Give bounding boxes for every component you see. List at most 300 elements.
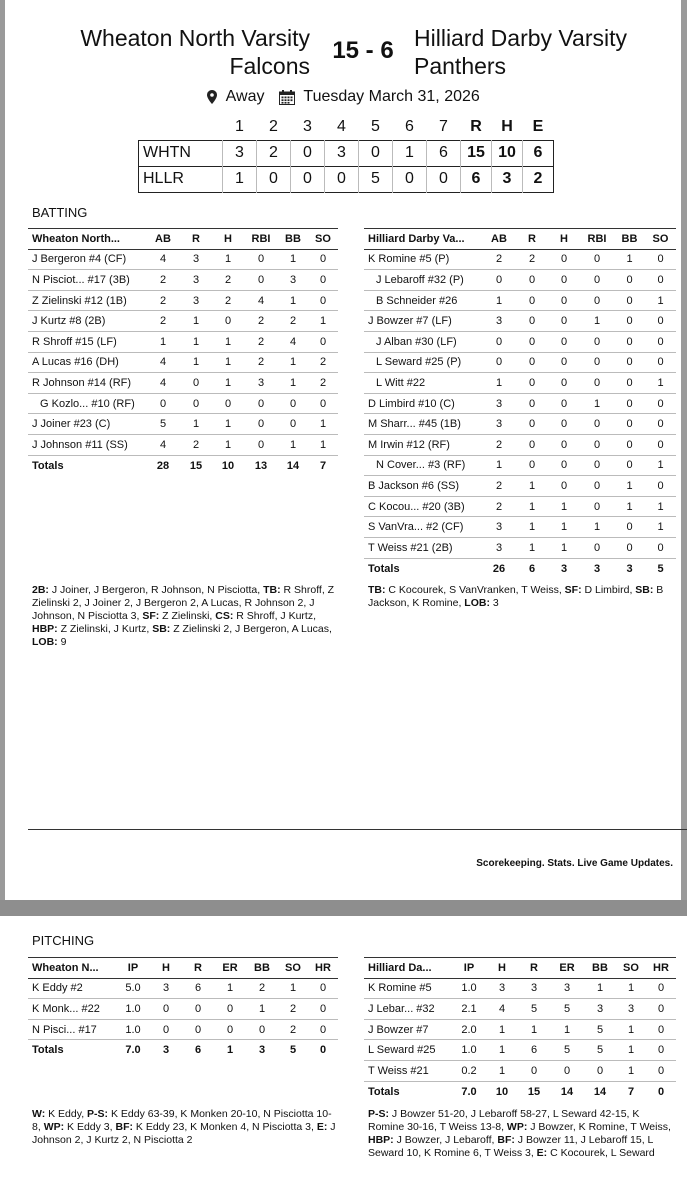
stat-cell: 0: [308, 331, 338, 352]
note-label: HBP:: [368, 1134, 394, 1146]
player-name: D Limbird #10 (C): [364, 393, 482, 414]
stat-cell: 1: [486, 1040, 518, 1061]
table-row: [364, 373, 676, 394]
game-location: Away: [225, 88, 265, 105]
stat-cell: 0: [646, 1019, 676, 1040]
stat-column-header: RBI: [244, 229, 278, 250]
stat-cell: 1: [212, 249, 244, 270]
stat-cell: 1: [616, 1040, 646, 1061]
stat-cell: 0: [580, 537, 614, 558]
stat-cell: 0: [548, 352, 580, 373]
stat-cell: 0: [580, 414, 614, 435]
stat-cell: 0: [548, 311, 580, 332]
stat-cell: 5: [146, 414, 180, 435]
linescore-inning-4: 3: [325, 140, 359, 166]
stat-cell: 1: [486, 1019, 518, 1040]
linescore-row: [139, 166, 554, 192]
stat-cell: 0: [308, 1019, 338, 1040]
player-name: J Lebaroff #32 (P): [364, 270, 482, 291]
totals-label: Totals: [368, 1085, 400, 1098]
stat-cell: 5: [584, 1019, 616, 1040]
player-name: G Kozlo... #10 (RF): [28, 393, 146, 414]
player-name: J Bowzer #7: [364, 1019, 452, 1040]
home-pitching-notes: [368, 1108, 673, 1160]
note-label: BF:: [497, 1134, 515, 1146]
table-row: [364, 290, 676, 311]
table-row: [364, 311, 676, 332]
player-name: M Sharr... #45 (1B): [364, 414, 482, 435]
stat-column-header: IP: [452, 958, 486, 979]
linescore-inning-6: 1: [393, 140, 427, 166]
stat-cell: 3: [180, 290, 212, 311]
note-label: WP:: [43, 1121, 65, 1133]
stat-cell: 0: [516, 290, 548, 311]
team-column-header: Hilliard Darby Va...: [364, 229, 482, 250]
linescore-hits: 10: [492, 140, 523, 166]
note-label: P-S:: [368, 1108, 389, 1120]
note-text: R Shroff, J Kurtz,: [233, 610, 317, 622]
table-row: [364, 270, 676, 291]
stat-cell: 3: [584, 999, 616, 1020]
stat-cell: 1: [486, 1060, 518, 1081]
linescore-runs: 6: [461, 166, 492, 192]
stat-cell: 0: [214, 999, 246, 1020]
note-label: E:: [536, 1147, 548, 1159]
stat-cell: 0: [645, 331, 676, 352]
totals-cell: 15: [189, 459, 203, 472]
stat-cell: 3: [482, 517, 516, 538]
stat-cell: 5: [550, 1040, 584, 1061]
linescore-inning-5: 5: [359, 166, 393, 192]
stat-column-header: SO: [616, 958, 646, 979]
totals-cell: 7: [319, 459, 327, 472]
note-label: 2B:: [32, 584, 49, 596]
stat-cell: 3: [616, 999, 646, 1020]
linescore-header-h: H: [501, 117, 513, 135]
stat-cell: 0: [614, 455, 645, 476]
linescore-team: WHTN: [139, 140, 223, 166]
player-name: L Seward #25 (P): [364, 352, 482, 373]
stat-cell: 1: [278, 373, 308, 394]
stat-cell: 1: [278, 978, 308, 999]
stat-cell: 0: [278, 393, 308, 414]
home-team-name: Hilliard Darby Varsity: [414, 25, 628, 51]
stat-cell: 2: [482, 434, 516, 455]
stat-cell: 0: [182, 1019, 214, 1040]
note-text: 3: [489, 597, 499, 609]
stat-cell: 0: [548, 393, 580, 414]
totals-cell: 28: [156, 459, 170, 472]
note-label: TB:: [368, 584, 386, 596]
table-row: [28, 1019, 338, 1040]
stat-column-header: R: [180, 229, 212, 250]
stat-cell: 0: [548, 434, 580, 455]
stat-cell: 1.0: [452, 978, 486, 999]
player-name: K Romine #5: [364, 978, 452, 999]
stat-cell: 0: [614, 290, 645, 311]
stat-cell: 2: [482, 496, 516, 517]
calendar-icon: [279, 90, 295, 105]
table-row: [364, 455, 676, 476]
home-batting-notes: [368, 584, 673, 610]
stat-cell: 3: [482, 393, 516, 414]
player-name: A Lucas #16 (DH): [28, 352, 146, 373]
home-batting-table: [364, 228, 676, 579]
stat-cell: 5: [584, 1040, 616, 1061]
table-row: [28, 373, 338, 394]
player-name: J Alban #30 (LF): [364, 331, 482, 352]
stat-cell: 1: [146, 331, 180, 352]
team-column-header: Wheaton N...: [28, 958, 116, 979]
note-text: J Bowzer 51-20, J Lebaroff 58-27, L Seward 42-15, K Romine 30-16, T Weiss 13-8,: [368, 1108, 640, 1133]
stat-column-header: BB: [584, 958, 616, 979]
stat-cell: 2: [278, 999, 308, 1020]
table-row: [28, 393, 338, 414]
linescore-errors: 6: [523, 140, 554, 166]
totals-cell: 14: [560, 1085, 574, 1098]
stat-column-header: SO: [278, 958, 308, 979]
player-name: L Seward #25: [364, 1040, 452, 1061]
linescore-corner: [139, 114, 223, 140]
player-name: T Weiss #21 (2B): [364, 537, 482, 558]
stat-cell: 1: [212, 373, 244, 394]
linescore-inning-7: 6: [427, 140, 461, 166]
stat-column-header: R: [182, 958, 214, 979]
stat-cell: 1: [616, 978, 646, 999]
stat-cell: 2: [308, 352, 338, 373]
page-edge-right: [681, 0, 687, 900]
player-name: Z Zielinski #12 (1B): [28, 290, 146, 311]
stat-cell: 1: [580, 517, 614, 538]
page-edge-left: [0, 0, 5, 900]
stat-cell: 1: [645, 496, 676, 517]
linescore-header-1: 1: [235, 117, 244, 135]
table-row: [364, 331, 676, 352]
totals-row: [28, 455, 338, 476]
note-label: P-S:: [87, 1108, 109, 1120]
stat-cell: 1: [614, 249, 645, 270]
note-text: J Bowzer, K Romine, T Weiss,: [527, 1121, 671, 1133]
stat-cell: 0: [482, 270, 516, 291]
stat-cell: 2: [482, 249, 516, 270]
stat-cell: 2: [244, 352, 278, 373]
stat-cell: 0: [645, 311, 676, 332]
table-row: [28, 414, 338, 435]
stat-cell: 0: [308, 978, 338, 999]
stat-cell: 6: [182, 978, 214, 999]
table-row: [364, 537, 676, 558]
stat-column-header: AB: [146, 229, 180, 250]
player-name: M Irwin #12 (RF): [364, 434, 482, 455]
stat-cell: 0: [244, 249, 278, 270]
linescore-row: [139, 140, 554, 166]
linescore-team: HLLR: [139, 166, 223, 192]
note-text: K Eddy,: [45, 1108, 88, 1120]
totals-cell: 3: [162, 1044, 170, 1057]
page-gap: [0, 900, 687, 916]
stat-cell: 3: [244, 373, 278, 394]
stat-cell: 0: [614, 517, 645, 538]
stat-cell: 0: [645, 393, 676, 414]
stat-cell: 1: [580, 311, 614, 332]
stat-cell: 1: [516, 476, 548, 497]
totals-cell: 14: [593, 1085, 607, 1098]
note-label: SB:: [635, 584, 654, 596]
player-name: J Kurtz #8 (2B): [28, 311, 146, 332]
player-name: R Shroff #15 (LF): [28, 331, 146, 352]
stat-cell: 1: [212, 434, 244, 455]
player-name: N Pisci... #17: [28, 1019, 116, 1040]
note-text: Z Zielinski,: [159, 610, 216, 622]
note-text: Z Zielinski, J Kurtz,: [57, 623, 153, 635]
note-label: HBP:: [32, 623, 58, 635]
note-text: J Johnson 2, J Kurtz 2, N Pisciotta 2: [32, 1121, 336, 1146]
stat-cell: 1: [278, 434, 308, 455]
note-label: LOB:: [32, 636, 58, 648]
stat-cell: 0: [182, 999, 214, 1020]
note-text: Z Zielinski 2, J Bergeron, A Lucas,: [170, 623, 332, 635]
stat-cell: 4: [244, 290, 278, 311]
stat-cell: 1: [616, 1019, 646, 1040]
linescore-hits: 3: [492, 166, 523, 192]
stat-cell: 5: [550, 999, 584, 1020]
stat-cell: 3: [482, 414, 516, 435]
stat-cell: 0: [614, 270, 645, 291]
note-text: 9: [57, 636, 67, 648]
stat-cell: 0: [614, 352, 645, 373]
linescore-header-e: E: [532, 117, 544, 135]
stat-cell: 1.0: [116, 999, 150, 1020]
note-text: K Eddy 23, K Monken 4, N Pisciotta 3,: [132, 1121, 317, 1133]
stat-cell: 0: [646, 1060, 676, 1081]
stat-cell: 1: [548, 517, 580, 538]
stat-cell: 1: [278, 290, 308, 311]
away-team-block: [80, 24, 310, 80]
totals-cell: 3: [626, 562, 633, 575]
stat-cell: 1: [308, 414, 338, 435]
stat-cell: 0: [550, 1060, 584, 1081]
player-name: K Eddy #2: [28, 978, 116, 999]
stat-cell: 3: [180, 270, 212, 291]
stat-cell: 1: [482, 373, 516, 394]
stat-cell: 1: [548, 496, 580, 517]
totals-row: [364, 1081, 676, 1102]
stat-cell: 0: [518, 1060, 550, 1081]
note-label: TB:: [263, 584, 281, 596]
totals-label: Totals: [32, 1044, 64, 1057]
totals-cell: 13: [254, 459, 268, 472]
note-label: LOB:: [464, 597, 490, 609]
stat-cell: 1: [482, 290, 516, 311]
stat-cell: 0: [646, 999, 676, 1020]
player-name: N Cover... #3 (RF): [364, 455, 482, 476]
stat-column-header: R: [518, 958, 550, 979]
linescore-inning-7: 0: [427, 166, 461, 192]
stat-cell: 1: [550, 1019, 584, 1040]
table-row: [28, 978, 338, 999]
stat-cell: 0: [580, 476, 614, 497]
note-text: B Jackson, K Romine,: [368, 584, 664, 609]
stat-cell: 0: [584, 1060, 616, 1081]
note-label: BF:: [115, 1121, 133, 1133]
stat-cell: 0: [244, 434, 278, 455]
team-column-header: Hilliard Da...: [364, 958, 452, 979]
final-score: 15 - 6: [332, 37, 394, 64]
stat-cell: 1: [548, 537, 580, 558]
linescore-header-5: 5: [371, 117, 380, 135]
stat-column-header: HR: [646, 958, 676, 979]
table-row: [28, 999, 338, 1020]
totals-cell: 5: [657, 562, 664, 575]
table-row: [28, 331, 338, 352]
player-name: K Romine #5 (P): [364, 249, 482, 270]
stat-cell: 1: [516, 537, 548, 558]
player-name: S VanVra... #2 (CF): [364, 517, 482, 538]
stat-cell: 0: [548, 414, 580, 435]
stat-cell: 1: [308, 311, 338, 332]
note-label: WP:: [506, 1121, 528, 1133]
stat-column-header: ER: [214, 958, 246, 979]
stat-cell: 2: [278, 311, 308, 332]
table-row: [364, 1040, 676, 1061]
stat-cell: 3: [482, 537, 516, 558]
home-team-block: [414, 24, 627, 80]
totals-cell: 7: [627, 1085, 635, 1098]
stat-cell: 1.0: [452, 1040, 486, 1061]
stat-cell: 0: [580, 455, 614, 476]
stat-cell: 1: [516, 496, 548, 517]
stat-cell: 2: [212, 290, 244, 311]
stat-cell: 1: [482, 455, 516, 476]
away-pitching-table: [28, 957, 338, 1060]
linescore-runs: 15: [461, 140, 492, 166]
linescore-errors: 2: [523, 166, 554, 192]
stat-column-header: SO: [308, 229, 338, 250]
game-date: Tuesday March 31, 2026: [303, 88, 480, 105]
stat-cell: 0: [308, 249, 338, 270]
linescore-inning-5: 0: [359, 140, 393, 166]
note-label: SF:: [142, 610, 160, 622]
stat-cell: 0: [308, 393, 338, 414]
totals-cell: 26: [492, 562, 506, 575]
away-batting-table: [28, 228, 338, 476]
stat-column-header: H: [486, 958, 518, 979]
stat-cell: 1: [645, 455, 676, 476]
player-name: C Kocou... #20 (3B): [364, 496, 482, 517]
stat-cell: 3: [180, 249, 212, 270]
away-pitching-notes: [32, 1108, 337, 1147]
totals-cell: 1: [226, 1044, 234, 1057]
totals-cell: 10: [221, 459, 235, 472]
stat-cell: 0: [150, 999, 182, 1020]
totals-cell: 14: [286, 459, 300, 472]
stat-cell: 5.0: [116, 978, 150, 999]
totals-cell: 3: [560, 562, 568, 575]
stat-cell: 2: [246, 978, 278, 999]
stat-cell: 2: [212, 270, 244, 291]
table-row: [364, 1060, 676, 1081]
stat-cell: 1: [584, 978, 616, 999]
stat-cell: 0: [516, 311, 548, 332]
stat-cell: 1: [180, 331, 212, 352]
stat-cell: 1: [518, 1019, 550, 1040]
stat-cell: 0: [548, 476, 580, 497]
stat-cell: 0: [548, 455, 580, 476]
stat-cell: 0: [516, 434, 548, 455]
stat-cell: 2: [146, 290, 180, 311]
stat-cell: 0: [580, 270, 614, 291]
stat-cell: 0: [580, 249, 614, 270]
totals-row: [364, 558, 676, 579]
linescore-header-2: 2: [269, 117, 278, 135]
linescore-inning-4: 0: [325, 166, 359, 192]
stat-cell: 0: [308, 290, 338, 311]
player-name: J Bergeron #4 (CF): [28, 249, 146, 270]
stat-cell: 0: [180, 393, 212, 414]
note-text: C Kocourek, S VanVranken, T Weiss,: [385, 584, 565, 596]
table-row: [364, 434, 676, 455]
stat-cell: 4: [278, 331, 308, 352]
table-row: [28, 249, 338, 270]
stat-cell: 2: [244, 311, 278, 332]
note-label: W:: [32, 1108, 46, 1120]
linescore-header-7: 7: [439, 117, 448, 135]
stat-cell: 2.1: [452, 999, 486, 1020]
table-row: [364, 414, 676, 435]
stat-cell: 1: [645, 290, 676, 311]
stat-cell: 0: [516, 270, 548, 291]
stat-column-header: RBI: [580, 229, 614, 250]
stat-cell: 0: [580, 352, 614, 373]
stat-column-header: BB: [246, 958, 278, 979]
player-name: B Jackson #6 (SS): [364, 476, 482, 497]
stat-cell: 1: [645, 517, 676, 538]
table-row: [364, 1019, 676, 1040]
footer-divider: [28, 829, 687, 830]
linescore-inning-3: 0: [291, 140, 325, 166]
stat-cell: 0: [580, 290, 614, 311]
stat-cell: 0: [614, 311, 645, 332]
linescore-header-r: R: [470, 117, 482, 135]
box-score-page-2: [0, 916, 687, 1200]
stat-cell: 0: [646, 978, 676, 999]
stat-cell: 2: [278, 1019, 308, 1040]
stat-cell: 1: [278, 249, 308, 270]
linescore-inning-2: 2: [257, 140, 291, 166]
stat-cell: 0: [212, 311, 244, 332]
stat-cell: 0: [244, 414, 278, 435]
stat-cell: 0: [580, 331, 614, 352]
player-name: K Monk... #22: [28, 999, 116, 1020]
table-row: [364, 476, 676, 497]
stat-cell: 0: [645, 352, 676, 373]
table-row: [364, 496, 676, 517]
stat-cell: 1: [180, 311, 212, 332]
stat-cell: 0: [516, 414, 548, 435]
linescore-table: [138, 114, 554, 193]
home-team-mascot: Panthers: [414, 53, 507, 79]
totals-cell: 6: [528, 562, 536, 575]
stat-cell: 2.0: [452, 1019, 486, 1040]
stat-cell: 2: [244, 331, 278, 352]
note-text: K Eddy 3,: [64, 1121, 116, 1133]
stat-cell: 0: [548, 290, 580, 311]
linescore-inning-6: 0: [393, 166, 427, 192]
stat-cell: 0: [516, 455, 548, 476]
stat-cell: 1: [278, 352, 308, 373]
note-text: J Bowzer 11, J Lebaroff 15, L Seward 10, K Romine 6, T Weiss 3,: [368, 1134, 654, 1159]
stat-cell: 0: [244, 270, 278, 291]
